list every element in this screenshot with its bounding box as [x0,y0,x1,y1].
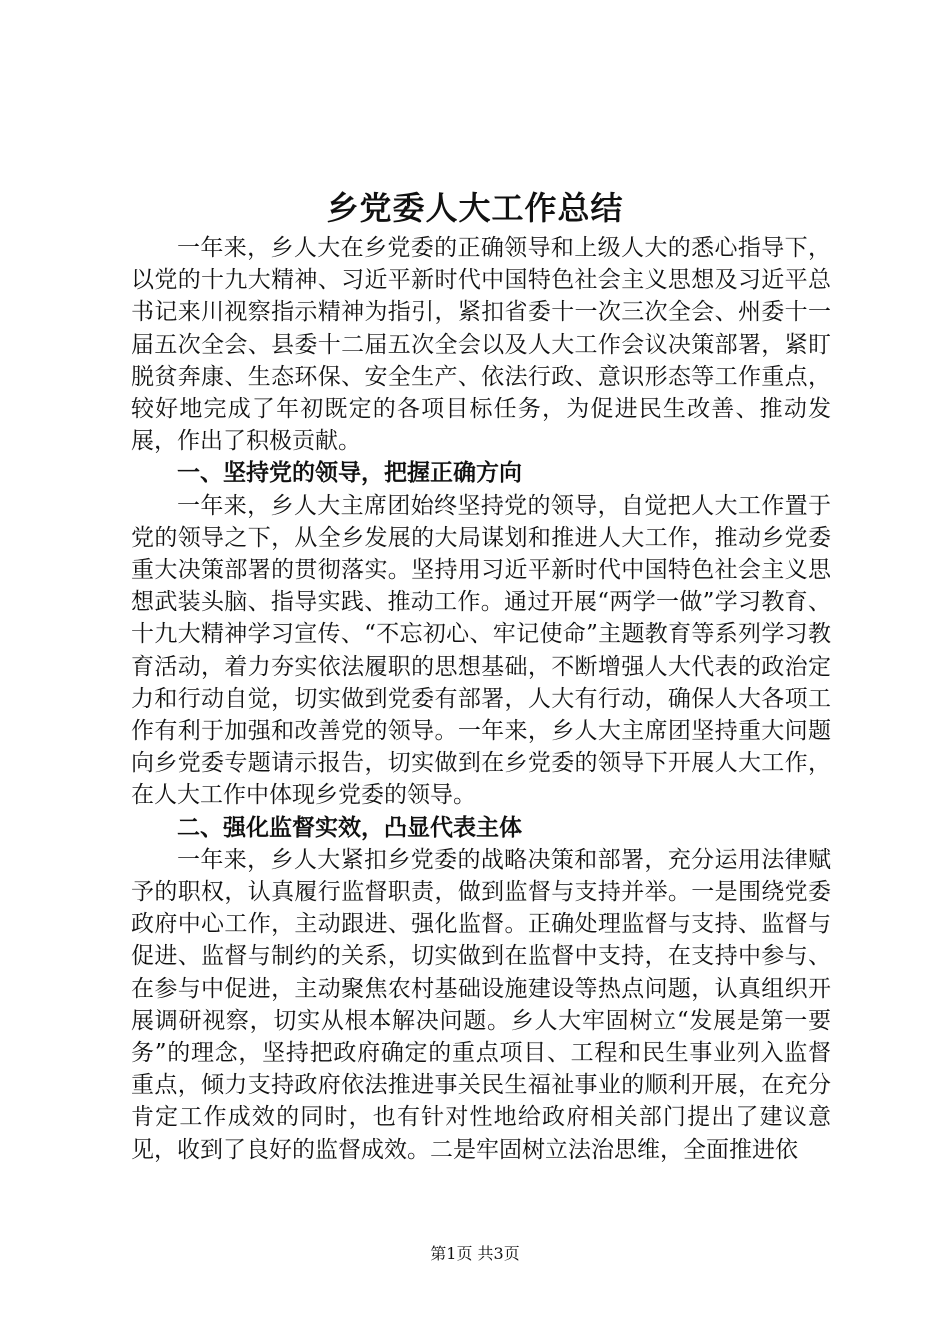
page-number-footer: 第1页 共3页 [430,1244,520,1263]
paragraph-section-2: 一年来，乡人大紧扣乡党委的战略决策和部署，充分运用法律赋予的职权，认真履行监督职责，做到监督与支持并举。一是围绕党委政府中心工作，主动跟进、强化监督。正确处理监督与支持、监督与促进、监督与制约的关系，切实做到在监督中支持，在支持中参与、在参与中促进，主动聚焦农村基础设施建设等热点问题，认真组织开展调研视察，切实从根本解决问题。乡人大牢固树立“发展是第一要务”的理念，坚持把政府确定的重点项目、工程和民生事业列入监督重点，倾力支持政府依法推进事关民生福祉事业的顺利开展，在充分肯定工作成效的同时，也有针对性地给政府相关部门提出了建议意见，收到了良好的监督成效。二是牢固树立法治思维，全面推进依 [131,846,831,1163]
paragraph-intro: 一年来，乡人大在乡党委的正确领导和上级人大的悉心指导下，以党的十九大精神、习近平新时代中国特色社会主义思想及习近平总书记来川视察指示精神为指引，紧扣省委十一次三次全会、州委十一届五次全会、县委十二届五次全会以及人大工作会议决策部署，紧盯脱贫奔康、生态环保、安全生产、依法行政、意识形态等工作重点，较好地完成了年初既定的各项目标任务，为促进民生改善、推动发展，作出了积极贡献。 [131,235,831,455]
document-body [131,232,831,1166]
document-title: 乡党委人大工作总结 [326,189,624,227]
section-heading-2: 二、强化监督实效，凸显代表主体 [177,813,522,841]
paragraph-section-1: 一年来，乡人大主席团始终坚持党的领导，自觉把人大工作置于党的领导之下，从全乡发展的大局谋划和推进人大工作，推动乡党委重大决策部署的贯彻落实。坚持用习近平新时代中国特色社会主义思想武装头脑、指导实践、推动工作。通过开展“两学一做”学习教育、十九大精神学习宣传、“不忘初心、牢记使命”主题教育等系列学习教育活动，着力夯实依法履职的思想基础，不断增强人大代表的政治定力和行动自觉，切实做到党委有部署，人大有行动，确保人大各项工作有利于加强和改善党的领导。一年来，乡人大主席团坚持重大问题向乡党委专题请示报告，切实做到在乡党委的领导下开展人大工作，在人大工作中体现乡党委的领导。 [131,492,831,809]
section-heading-1: 一、坚持党的领导，把握正确方向 [177,459,522,487]
